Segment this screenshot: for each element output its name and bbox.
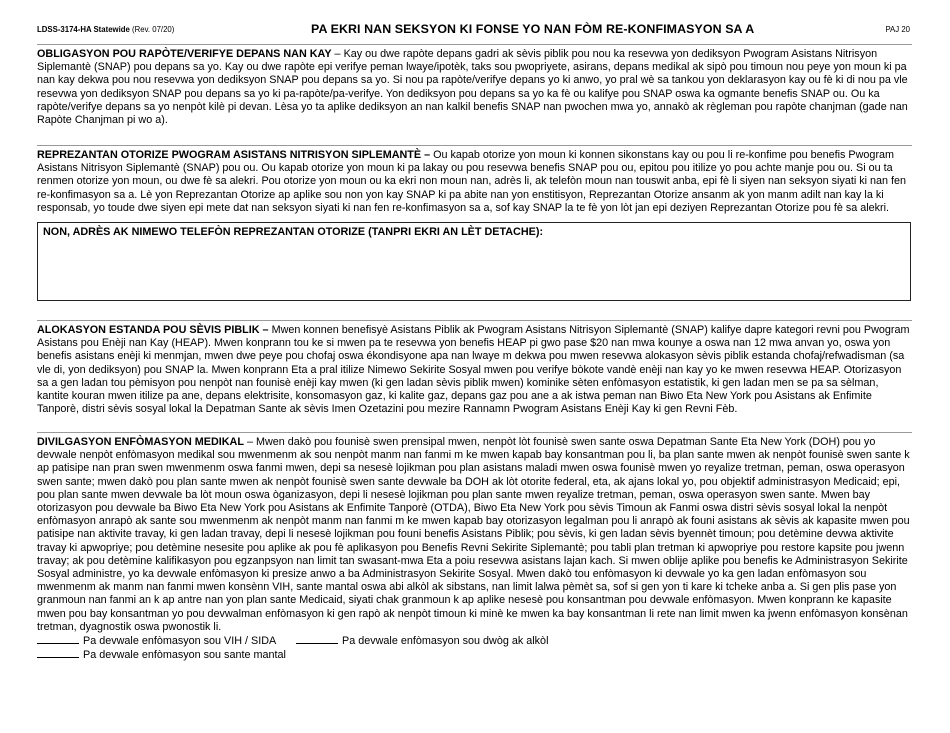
page-number: PAJ 20 <box>885 25 910 34</box>
divider <box>37 145 912 146</box>
drug-check-blank[interactable] <box>296 633 338 644</box>
representative-body: Ou kapab otorize yon moun ki konnen sikonstans kay ou pou li re-konfime pou benefis Pwogram Asistans Nitrisyon Siplemantè (SNAP) pou ou. Ou kapab otorize yon moun ki pa lakay ou pou resevwa benefis SNAP pou ou, epitou pou itilize yo pou achte manje pou ou. Si ou ta renmen otorize yon moun, ou dwe fè sa alekri. Pou otorize yon moun ou ka ekri non moun nan, adrès li, ak telefòn moun nan touswit anba, epi fè li siyen nan seksyon siyati ki nan fen re-konfimasyon sa a. Lè yon Reprezantan Otorize ap aplike sou non yon kay SNAP ki pa abite nan yon enstitisyon, Reprezantan Otorize ansanm ak yon manm adilt nan kay la ki responsab, yo toude dwe siyen epi mete dat nan seksyon siyati ki nan fen re-konfimasyon sa a, sof kay SNAP la te fè yon lòt jan epi deziyen Reprezantan Otorize pou fè sa alekri. <box>37 149 907 214</box>
hiv-option-label: Pa devwale enfòmasyon sou VIH / SIDA <box>83 635 277 647</box>
representative-info-label: NON, ADRÈS AK NIMEWO TELEFÒN REPREZANTAN OTORIZE (TANPRI EKRI AN LÈT DETACHE): <box>43 226 544 238</box>
page-title: PA EKRI NAN SEKSYON KI FONSE YO NAN FÒM RE-KONFIMASYON SA A <box>311 22 755 36</box>
form-id: LDSS-3174-HA Statewide (Rev. 07/20) <box>37 25 175 34</box>
representative-section <box>37 149 913 215</box>
reporting-section <box>37 48 913 127</box>
representative-info-field[interactable] <box>37 222 911 301</box>
medical-heading: DIVILGASYON ENFÒMASYON MEDIKAL <box>37 436 244 448</box>
page-header <box>37 23 912 39</box>
hiv-check-blank[interactable] <box>37 633 79 644</box>
utility-body: Mwen konnen benefisyè Asistans Piblik ak Pwogram Asistans Nitrisyon Siplemantè (SNAP) kalifye dapre kategori revni pou Pwogram Asistans pou Enèji nan Kay (HEAP). Mwen konprann tou ke si mwen pa te resevwa yon benefis HEAP pi gwo pase $20 nan mwa kounye a oswa nan 12 mwa anvan yo, oswa yon benefis asistans enèji ki menmjan, mwen dwe peye pou chofaj oswa ékondisyone apa nan lwaye m dekwa pou mwen resevwa alokasyon sèvis piblik estanda chofaj/refwadisman (sa vle di, yon dediksyon) pou SNAP la. Mwen konprann Eta a pral itilize Nimewo Sekirite Sosyal mwen pou verifye bòkote vandè enèji nan kay yo ke mwen resevwa HEAP. Otorizasyon sa a gen ladan tou pèmisyon pou nenpòt nan founisè enèji kay mwen (ki gen ladan sèvis piblik mwen) kominike sèten enfòmasyon estatistik, ki gen ladan men se pa sa sèlman, kantite kouran mwen itilize pa ane, depans elektrisite, konsomasyon gaz, ki kalite gaz, depans gaz pou ane a ak istwa peman nan Biwo Eta New York pou Asistans ak Enfimite Tanporè, distri sèvis sosyal lokal la Depatman Sante ak sèvis Imen Ozetazini pou mezire Rannamn Pwogram Asistans Enèji Kay ki gen Revni Fèb. <box>37 324 910 416</box>
medical-body: – Mwen dakò pou founisè swen prensipal mwen, nenpòt lòt founisè swen sante oswa Depatman Sante Eta New York (DOH) pou yo devwale nenpòt enfòmasyon medikal sou mwenmenm ak sou nenpòt manm nan fanmi m ke mwen kapab bay konsantman pou li, ba plan sante mwen ak nenpòt founisè swen sante k ap patisipe nan pran swen mwenmenm oswa fanmi mwen, depi sa nesesè lojikman pou plan asistans maladi mwen oswa founisè mwen yo reyalize tretman, peman, oswa operasyon swen sante; mwen dakò pou plan sante mwen ak nenpòt founisè swen sante devwale ba DOH ak lòt otorite federal, eta, ak ajans lokal yo, pou objektif administrasyon Medicaid; epi, pou plan sante mwen devwale ba lòt moun oswa òganizasyon, depi li nesesè lojikman pou plan sante mwen reyalize tretman, peman, oswa operasyon swen sante. Mwen bay otorizasyon pou devwale ba Biwo Eta New York pou Asistans ak Enfimite Tanporè (OTDA), Biwo Eta New York pou sèvis Timoun ak Fanmi oswa distri sèvis sosyal lokal la nenpòt enfòmasyon anrapò ak sante sou mwenmenm ak nenpòt manm nan fanmi m ke mwen kapab bay otorizasyon legalman pou li anrapò ak founi asistans ak sèvis ak kapasite mwen pou patisipe nan aktivite travay, ki gen ladan travay, depi li nesesè lojikman pou founi benefis Asistans Piblik; pou sèvis, ki gen ladan sèvis byennèt timoun; pou detèmine devwa aktivite travay ki apwopriye; pou detèmine nesesite pou aplike ak pou fè aplikasyon pou Benefis Revni Sekirite Siplemantè; pou tabli plan tretman ki apwopriye pou restore kapsite pou jwenn travay; ak pou detèmine kalifikasyon pou egzanpsyon nan limit tan swasant-mwa Eta a poiu resevwa asistans lajan kach. Si mwen oblije aplike pou benefis ke Administrasyon Sekirite Sosyal administre, yo ka devwale enfòmasyon ki presize anwo a ba Administrasyon Sekirite Sosyal. Mwen dakò tou enfòmasyon ki devwale yo ka gen ladan enfòmasyon sou mwenmenm ak manm nan fanmi mwen konsènn VIH, sante mantal oswa abi alkòl ak sibstans, nan limit lalwa pèmèt sa, sof si gen yon ti kare ki tcheke anba a. Si gen plis pase yon granmoun nan fanmi an k ap antre nan yon plan sante Medicaid, siyati chak granmoun k ap aplike nesesè pou konsantman pou devwale enfòmasyon. Mwen konprann ke kapasite mwen pou bay konsantman yo pou devwalman enfòmasyon ki gen rapò ak nenpòt timoun ki minè ke mwen ka bay konsantman li rete nan limit mwen ka jwenn enfòmasyon konsènan tretman, dyagnostik oswa pwonostik li. <box>37 436 910 633</box>
reporting-body: – Kay ou dwe rapòte depans gadri ak sèvis piblik pou nou ka resevwa yon dediksyon Pwogram Asistans Nitrisyon Siplemantè (SNAP) pou depans sa yo. Kay ou dwe rapòte epi verifye peman lwaye/ipotèk, taks sou pwopriyete, asirans, depans medikal ak sipò pou timoun nou peye yon moun ki pa nan kay dekwa pou nou resevwa yon dediksyon SNAP pou depans sa yo. Si nou pa rapòte/verifye depans yo ki anwo, yo pral wè sa tankou yon deklarasyon kay ou fè ki di nou pa vle resevwa yon dediksyon SNAP pou depans sa yo ki pa-rapòte/pa-verifye. Yon dediksyon pou depans sa yo ka fè ou kalifye pou SNAP oswa ka ogmante benefis SNAP ou. Ou ka rapòte/verifye depans sa yo nenpòt kilè pi devan. Lèsa yo ta aplike dediksyon an nan kalkil benefis SNAP nan pwochen mwa yo, annakò ak règleman pou rapòte chanjman (gade nan Rapòte Chanjman pi wo a). <box>37 48 908 127</box>
representative-heading: REPREZANTAN OTORIZE PWOGRAM ASISTANS NITRISYON SIPLEMANTÈ – <box>37 149 431 161</box>
utility-section <box>37 324 913 416</box>
drug-option <box>296 633 548 647</box>
divider <box>37 320 912 321</box>
drug-option-label: Pa devwale enfòmasyon sou dwòg ak alkòl <box>342 635 549 647</box>
medical-section <box>37 436 913 634</box>
mental-option <box>37 647 286 661</box>
mental-option-label: Pa devwale enfòmasyon sou sante mantal <box>83 649 286 661</box>
divider <box>37 432 912 433</box>
divider <box>37 44 912 45</box>
mental-check-blank[interactable] <box>37 647 79 658</box>
utility-heading: ALOKASYON ESTANDA POU SÈVIS PIBLIK – <box>37 324 269 336</box>
hiv-option <box>37 633 276 647</box>
reporting-heading: OBLIGASYON POU RAPÒTE/VERIFYE DEPANS NAN KAY <box>37 48 332 60</box>
